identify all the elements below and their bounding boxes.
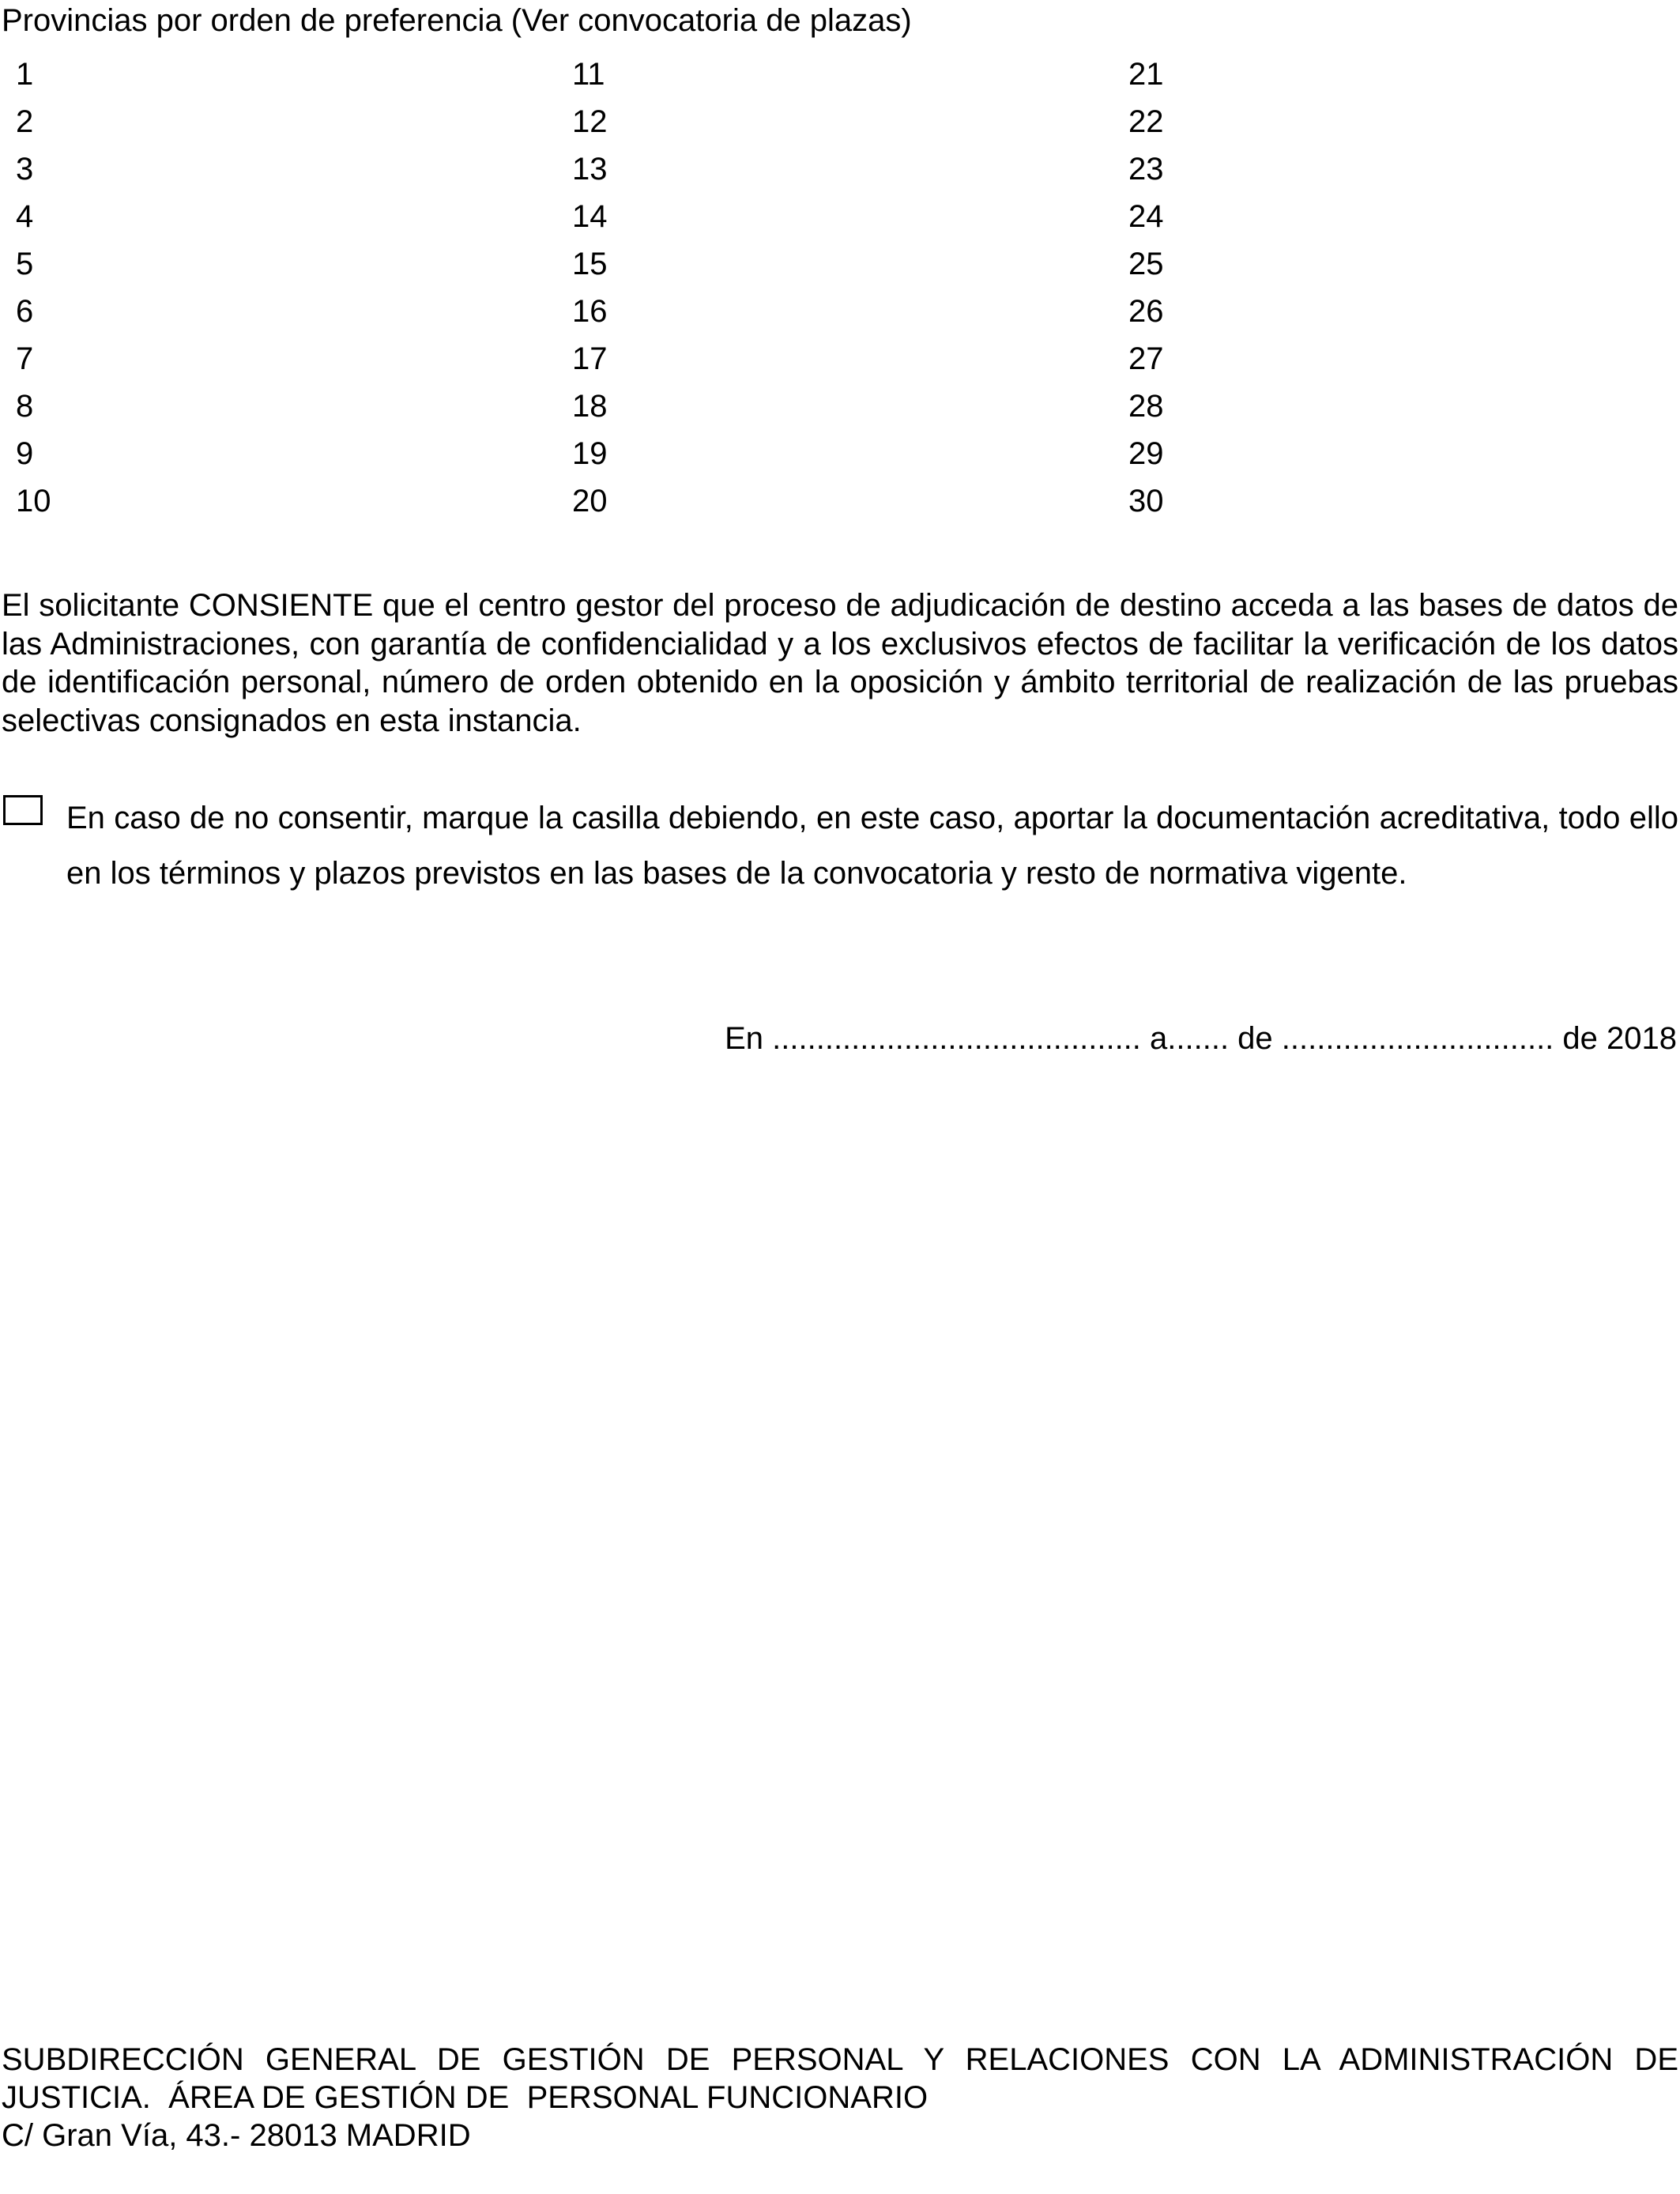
province-slot-number: 13 bbox=[572, 152, 608, 187]
province-slot-number: 20 bbox=[572, 484, 608, 518]
provinces-header: Provincias por orden de preferencia (Ver convocatoria de plazas) bbox=[2, 3, 912, 38]
province-slot-number: 27 bbox=[1128, 341, 1164, 376]
province-slot-number: 21 bbox=[1128, 57, 1164, 92]
province-slot-number: 19 bbox=[572, 436, 608, 471]
date-place-line: En .......................................... a....... de ............................... de 2018 bbox=[725, 1021, 1677, 1056]
province-slot-number: 25 bbox=[1128, 247, 1164, 281]
province-slot-number: 24 bbox=[1128, 199, 1164, 234]
province-slot-number: 9 bbox=[16, 436, 34, 471]
province-slot-number: 15 bbox=[572, 247, 608, 281]
province-slot-number: 22 bbox=[1128, 104, 1164, 139]
footer-line-1: SUBDIRECCIÓN GENERAL DE GESTIÓN DE PERSONAL Y RELACIONES CON LA ADMINISTRACIÓN DE bbox=[2, 2042, 1678, 2077]
province-slot-number: 11 bbox=[572, 57, 605, 92]
province-slot-number: 29 bbox=[1128, 436, 1164, 471]
province-slot-number: 7 bbox=[16, 341, 34, 376]
province-column-1 bbox=[16, 55, 51, 530]
province-slot-number: 14 bbox=[572, 199, 608, 234]
province-slot-number: 4 bbox=[16, 199, 34, 234]
optout-checkbox[interactable] bbox=[3, 795, 43, 825]
province-slot-number: 30 bbox=[1128, 484, 1164, 518]
footer-line-2: JUSTICIA. ÁREA DE GESTIÓN DE PERSONAL FUNCIONARIO bbox=[2, 2080, 929, 2115]
footer-address bbox=[2, 2041, 1678, 2154]
province-slot-number: 12 bbox=[572, 104, 608, 139]
province-slot-number: 6 bbox=[16, 294, 34, 329]
province-slot-number: 16 bbox=[572, 294, 608, 329]
province-slot-number: 2 bbox=[16, 104, 34, 139]
province-slot-number: 8 bbox=[16, 389, 34, 424]
province-slot-number: 18 bbox=[572, 389, 608, 424]
province-slot-number: 28 bbox=[1128, 389, 1164, 424]
province-slot-number: 17 bbox=[572, 341, 608, 376]
province-slot-number: 3 bbox=[16, 152, 34, 187]
province-slot-number: 26 bbox=[1128, 294, 1164, 329]
optout-text: En caso de no consentir, marque la casilla debiendo, en este caso, aportar la documentación acreditativa, todo ello en los términos y plazos previstos en las bases de la convocatoria y resto de normativa vigente. bbox=[66, 801, 1678, 891]
province-column-3 bbox=[1128, 55, 1164, 530]
footer-line-3: C/ Gran Vía, 43.- 28013 MADRID bbox=[2, 2118, 471, 2153]
province-slot-number: 10 bbox=[16, 484, 51, 518]
consent-paragraph: El solicitante CONSIENTE que el centro gestor del proceso de adjudicación de destino acceda a las bases de datos de las Administraciones, con garantía de confidencialidad y a los exclusivos efectos de facilitar la verificación de los datos de identificación personal, número de orden obtenido en la oposición y ámbito territorial de realización de las pruebas selectivas consignados en esta instancia. bbox=[2, 588, 1678, 738]
province-slot-number: 1 bbox=[16, 57, 34, 92]
province-slot-number: 23 bbox=[1128, 152, 1164, 187]
province-slot-number: 5 bbox=[16, 247, 34, 281]
province-column-2 bbox=[572, 55, 608, 530]
